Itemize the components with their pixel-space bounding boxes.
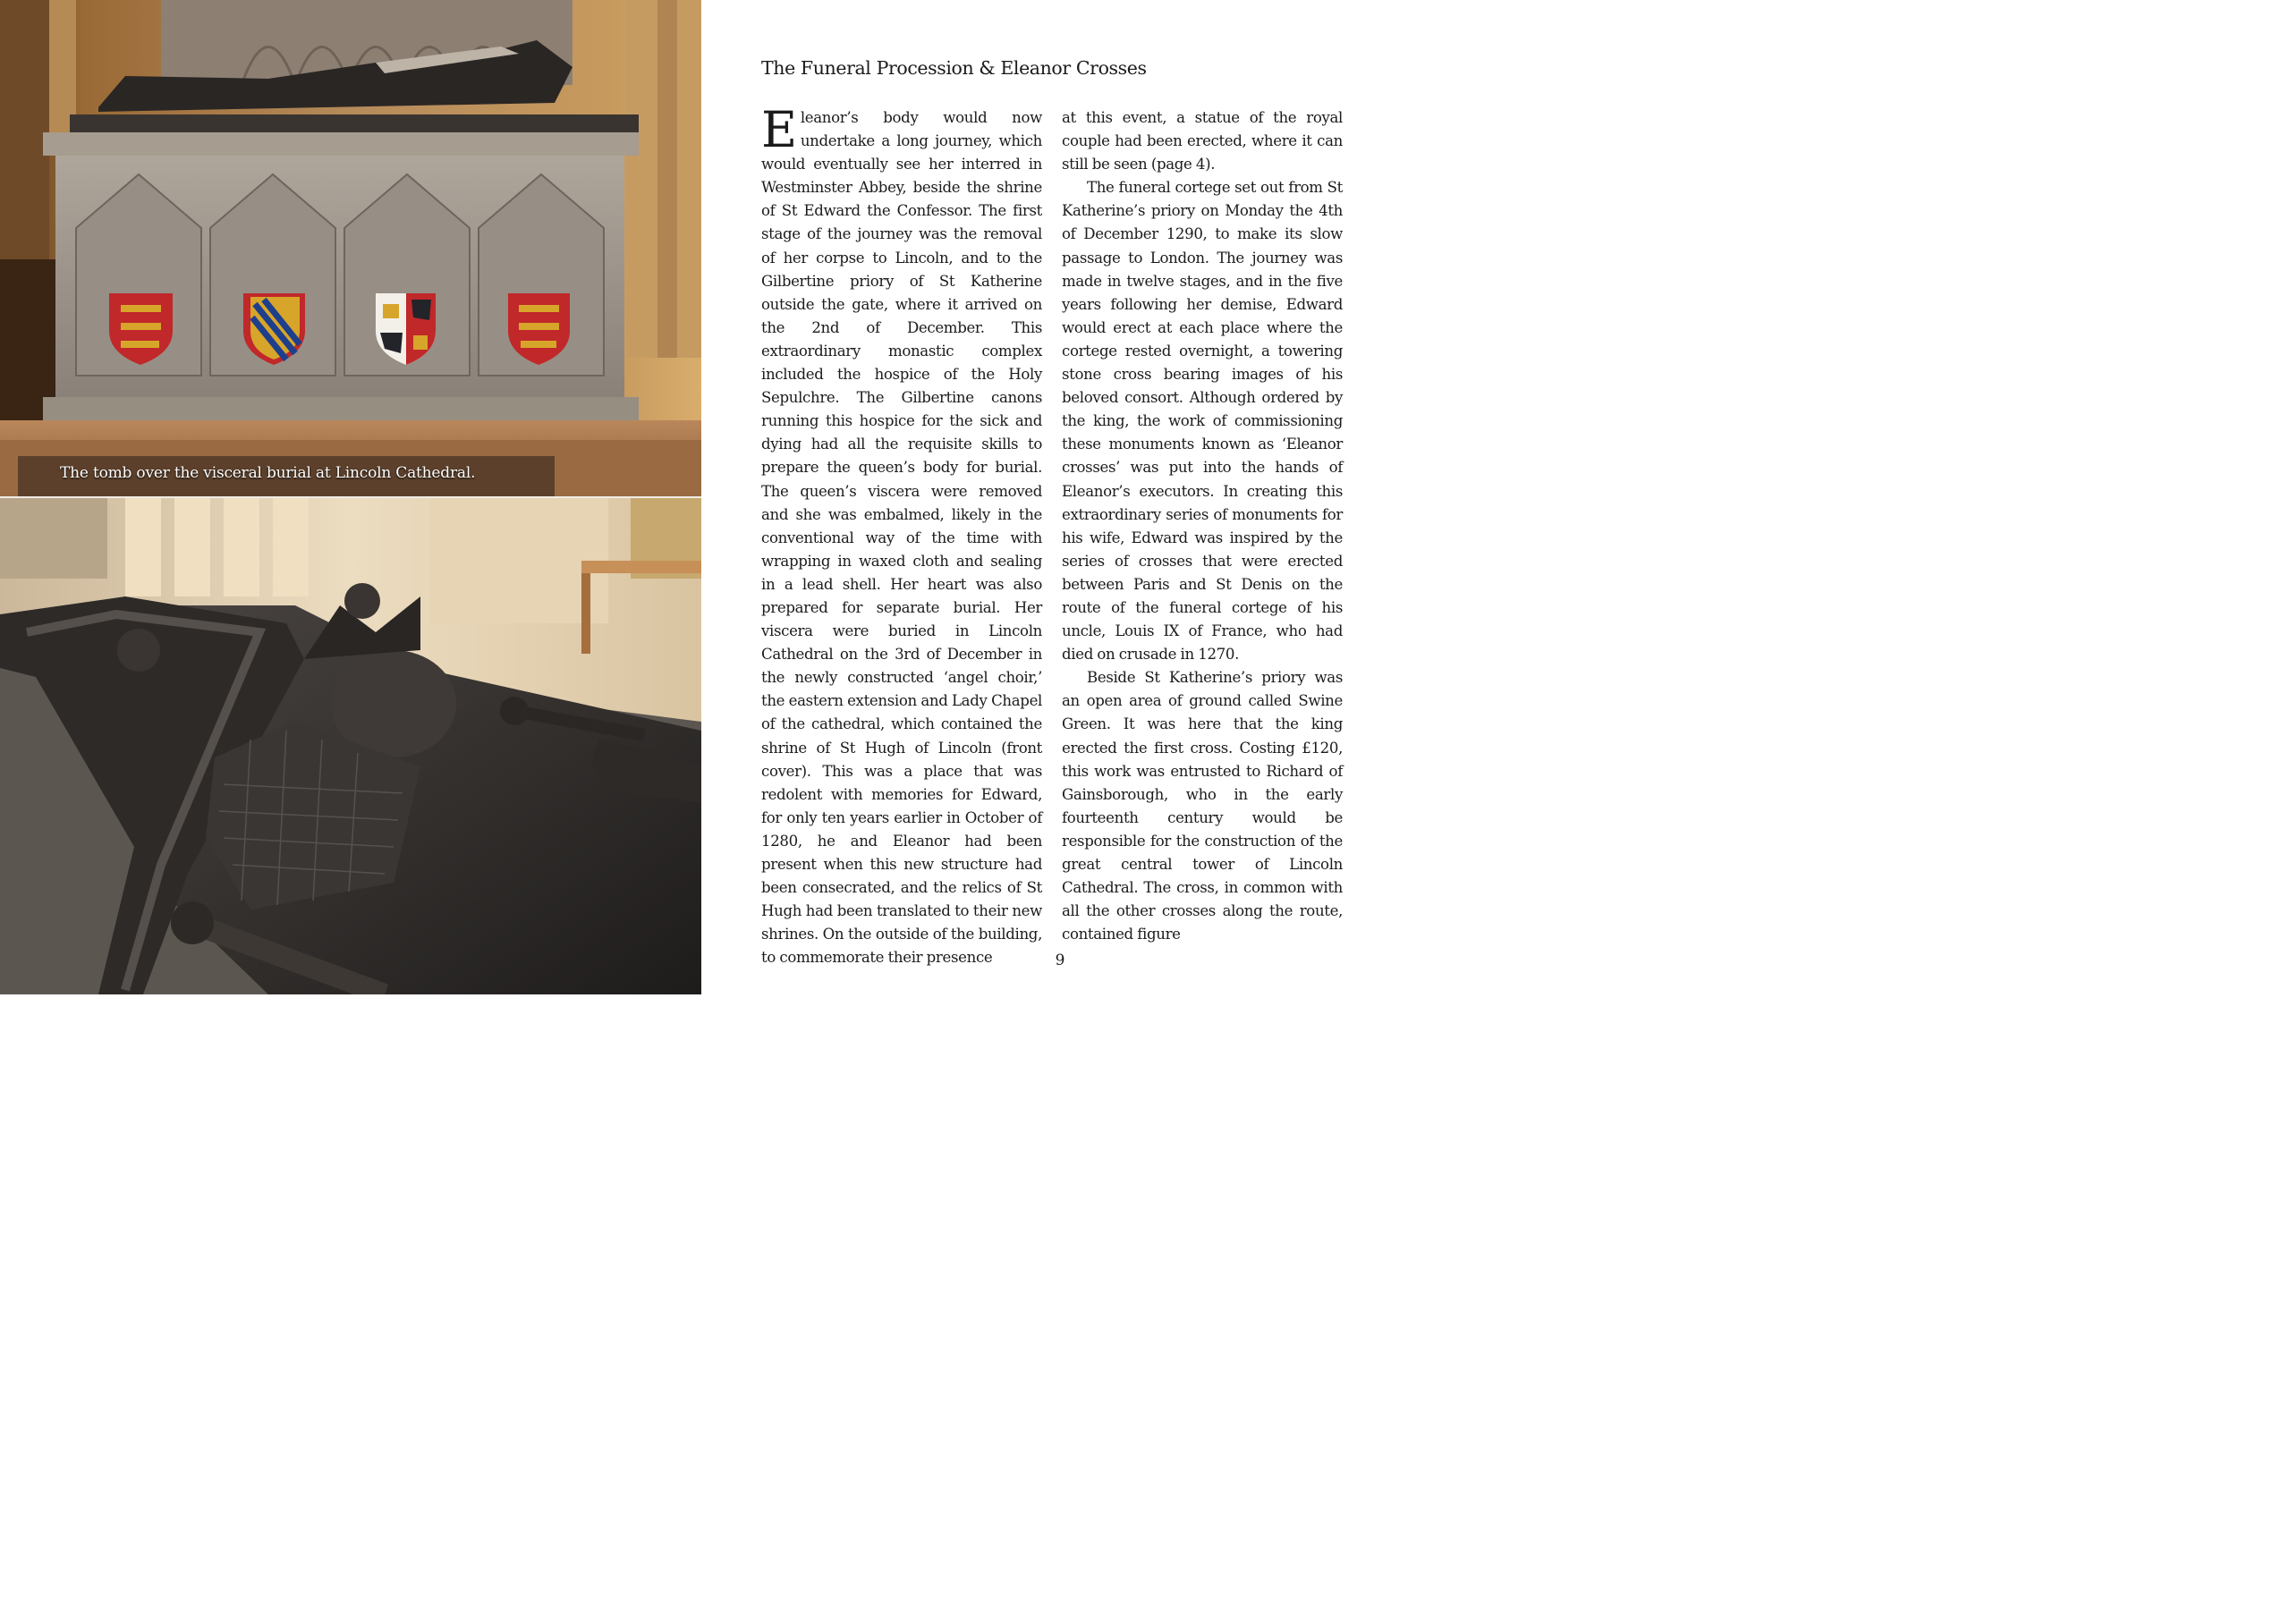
drop-cap: E [761,101,797,158]
photo-caption: The tomb over the visceral burial at Lincoln Cathedral. [60,464,476,482]
photo-spread [0,0,701,994]
paragraph: Beside St Katherine’s priory was an open area of ground called Swine Green. It was here that the king erected the first cross. Costing £120, this work was entrusted to Richard of Gainsborough, who in the early fourteenth century would be responsible for the construction of the great central tower of Lincoln Cathedral. The cross, in common with all the other crosses along the route, contained figure [1062,669,1343,943]
paragraph: at this event, a statue of the royal couple had been erected, where it can still be seen (page 4). [1062,109,1343,173]
paragraph [761,101,1042,969]
tomb-photo [0,0,701,496]
paragraph: The funeral cortege set out from St Katherine’s priory on Monday the 4th of December 1290, to make its slow passage to London. The journey was made in twelve stages, and in the five years following her demise, Edward would erect at each place where the cortege rested overnight, a towering stone cross bearing images of his beloved consort. Although ordered by the king, the work of commissioning these monuments known as ‘Eleanor crosses’ was put into the hands of Eleanor’s executors. In creating this extraordinary series of monuments for his wife, Edward was inspired by the series of crosses that were erected between Paris and St Denis on the route of the funeral cortege of his uncle, Louis IX of France, who had died on crusade in 1270. [1062,179,1343,664]
text-column-2 [1062,106,1343,946]
page-number: 9 [1055,952,1065,969]
page-title: The Funeral Procession & Eleanor Crosses [761,57,1147,79]
text-column-1 [761,101,1042,969]
effigy-photo [0,498,701,994]
paragraph-text: leanor’s body would now undertake a long journey, which would eventually see her interred in Westminster Abbey, beside the shrine of St Edward the Confessor. The first stage of the journey was the removal of her corpse to Lincoln, and to the Gilbertine priory of St Katherine outside the gate, where it arrived on the 2nd of December. This extraordinary monastic complex included the hospice of the Holy Sepulchre. The Gilbertine canons running this hospice for the sick and dying had all the requisite skills to prepare the queen’s body for burial. The queen’s viscera were removed and she was embalmed, likely in the conventional way of the time with wrapping in waxed cloth and sealing in a lead shell. Her heart was also prepared for separate burial. Her viscera were buried in Lincoln Cathedral on the 3rd of December in the newly constructed ‘angel choir,’ the eastern extension and Lady Chapel of the cathedral, which contained the shrine of St Hugh of Lincoln (front cover). This was a place that was redolent with memories for Edward, for only ten years earlier in October of 1280, he and Eleanor had been present when this new structure had been consecrated, and the relics of St Hugh had been translated to their new shrines. On the outside of the building, to commemorate their presence [761,109,1042,967]
